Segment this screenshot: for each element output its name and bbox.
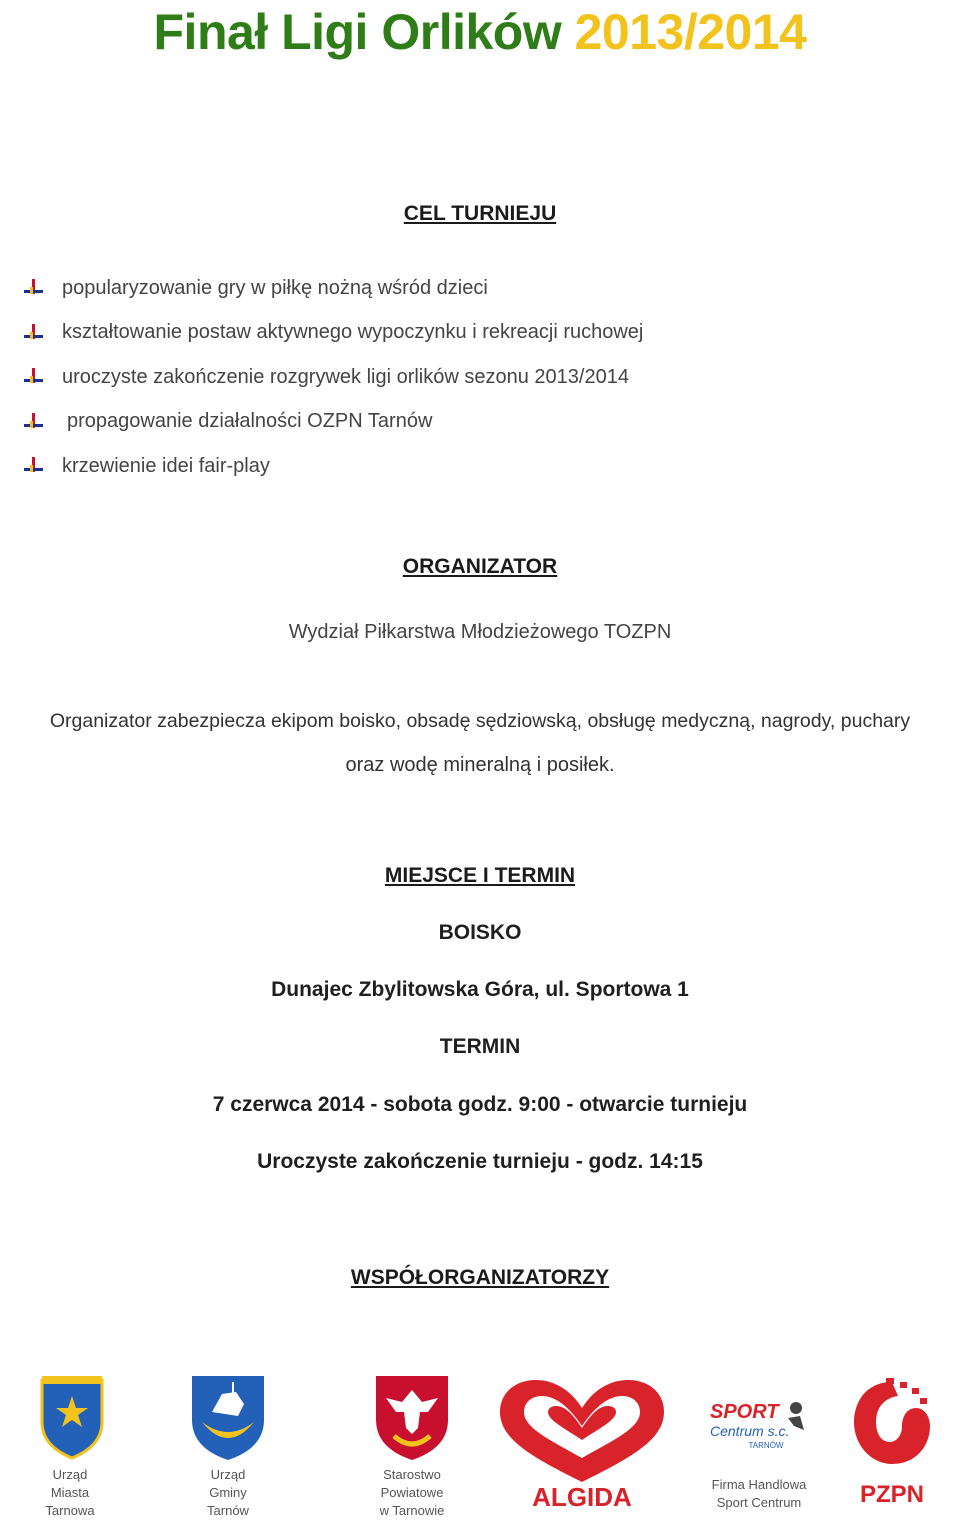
- organizer-heading: ORGANIZATOR: [402, 555, 558, 578]
- algida-logo: [494, 1378, 670, 1514]
- title-season: 2013/2014: [574, 4, 807, 60]
- field-label: BOISKO: [438, 921, 522, 944]
- goals-heading: CEL TURNIEJU: [403, 202, 557, 225]
- venue-heading: MIEJSCE I TERMIN: [384, 864, 576, 887]
- logo-caption: Urząd Miasta Tarnowa: [45, 1467, 95, 1518]
- svg-text:TARNÓW: TARNÓW: [748, 1441, 784, 1450]
- logo-caption: Urząd Gminy Tarnów: [207, 1467, 249, 1518]
- list-item: kształtowanie postaw aktywnego wypoczynku i rekreacji ruchowej: [24, 311, 643, 356]
- svg-text:ALGIDA: ALGIDA: [532, 1482, 632, 1512]
- list-item: krzewienie idei fair-play: [24, 444, 643, 489]
- organizer-note-line1: Organizator zabezpiecza ekipom boisko, obsadę sędziowską, obsługę medyczną, nagrody, puchary: [49, 710, 911, 732]
- list-item: propagowanie działalności OZPN Tarnów: [24, 400, 643, 445]
- county-crest-logo: [372, 1372, 452, 1462]
- svg-text:Centrum s.c.: Centrum s.c.: [710, 1423, 790, 1439]
- field-address: Dunajec Zbylitowska Góra, ul. Sportowa 1: [271, 978, 689, 1001]
- list-item: popularyzowanie gry w piłkę nożną wśród dzieci: [24, 266, 643, 311]
- svg-text:SPORT: SPORT: [710, 1401, 779, 1423]
- sport-centrum-logo: [704, 1398, 814, 1454]
- bullet-arrow-icon: [24, 456, 44, 476]
- logo-caption: Starostwo Powiatowe w Tarnowie: [379, 1467, 445, 1518]
- closing-time: Uroczyste zakończenie turnieju - godz. 14:15: [257, 1150, 703, 1173]
- title-main: Finał Ligi Orlików: [153, 4, 562, 60]
- logo-caption: Firma Handlowa Sport Centrum: [711, 1477, 807, 1510]
- tarnow-commune-crest-logo: [188, 1372, 268, 1462]
- page-title: [0, 2, 960, 62]
- organizer-name: Wydział Piłkarstwa Młodzieżowego TOZPN: [288, 621, 672, 643]
- bullet-arrow-icon: [24, 367, 44, 387]
- organizer-note-line2: oraz wodę mineralną i posiłek.: [345, 754, 615, 776]
- date-label: TERMIN: [439, 1035, 521, 1058]
- bullet-arrow-icon: [24, 323, 44, 343]
- date-value: 7 czerwca 2014 - sobota godz. 9:00 - otwarcie turnieju: [212, 1093, 748, 1116]
- list-item: uroczyste zakończenie rozgrywek ligi orlików sezonu 2013/2014: [24, 355, 643, 400]
- svg-text:PZPN: PZPN: [859, 1481, 925, 1508]
- tarnow-city-crest-logo: [36, 1372, 108, 1462]
- pzpn-logo: [846, 1376, 938, 1508]
- goals-list: [24, 266, 643, 489]
- coorganizers-heading: WSPÓŁORGANIZATORZY: [350, 1266, 610, 1289]
- bullet-arrow-icon: [24, 278, 44, 298]
- bullet-arrow-icon: [24, 412, 44, 432]
